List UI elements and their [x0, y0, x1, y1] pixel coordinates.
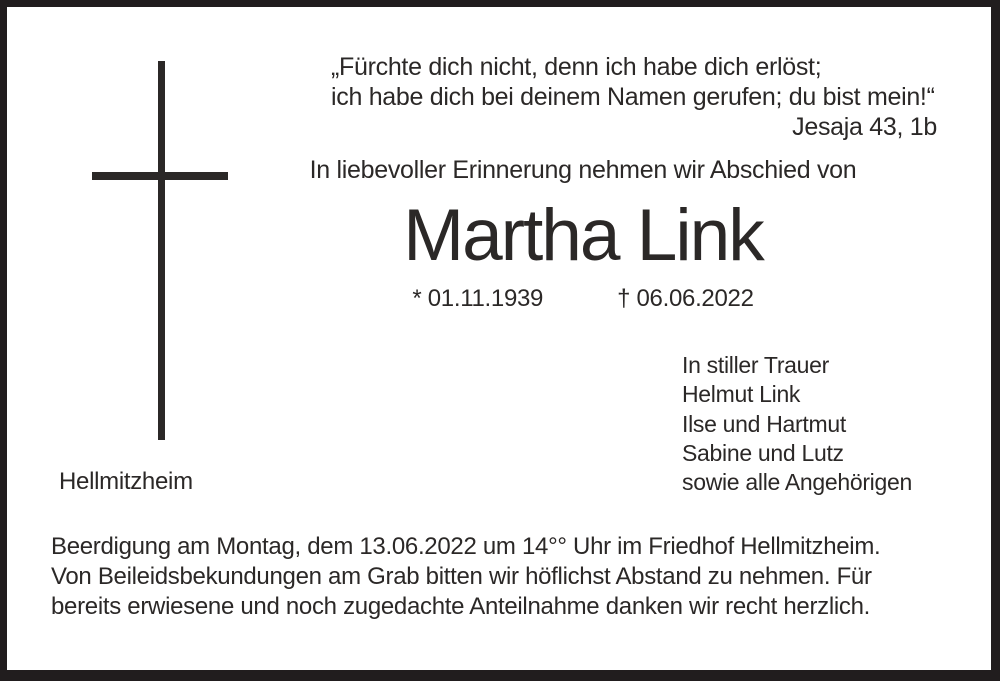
- mourner-line: Sabine und Lutz: [682, 439, 844, 466]
- funeral-info-line: Beerdigung am Montag, dem 13.06.2022 um 14°° Uhr im Friedhof Hellmitzheim.: [51, 533, 881, 560]
- death-date: † 06.06.2022: [617, 285, 754, 312]
- quote-attribution: Jesaja 43, 1b: [792, 113, 937, 141]
- deceased-name: Martha Link: [403, 195, 763, 276]
- scripture-quote: [331, 52, 937, 142]
- quote-line: „Fürchte dich nicht, denn ich habe dich erlöst;: [331, 53, 822, 81]
- mourners-list: [682, 351, 912, 497]
- mourner-line: sowie alle Angehörigen: [682, 469, 912, 496]
- funeral-info: [51, 532, 946, 622]
- funeral-info-line: Von Beileidsbekundungen am Grab bitten wir höflichst Abstand zu nehmen. Für: [51, 563, 872, 590]
- funeral-info-line: bereits erwiesene und noch zugedachte Anteilnahme danken wir recht herzlich.: [51, 593, 871, 620]
- intro-line: In liebevoller Erinnerung nehmen wir Abschied von: [309, 156, 857, 184]
- mourner-line: Helmut Link: [682, 381, 801, 408]
- cross-vertical-bar: [158, 61, 165, 440]
- birth-date: * 01.11.1939: [412, 285, 544, 312]
- life-dates: [283, 284, 883, 314]
- cross-horizontal-bar: [92, 172, 228, 180]
- mourner-line: Ilse und Hartmut: [682, 410, 846, 437]
- quote-line: ich habe dich bei deinem Namen gerufen; du bist mein!“: [331, 83, 935, 111]
- mourner-line: In stiller Trauer: [682, 352, 830, 378]
- place-name: Hellmitzheim: [59, 468, 193, 495]
